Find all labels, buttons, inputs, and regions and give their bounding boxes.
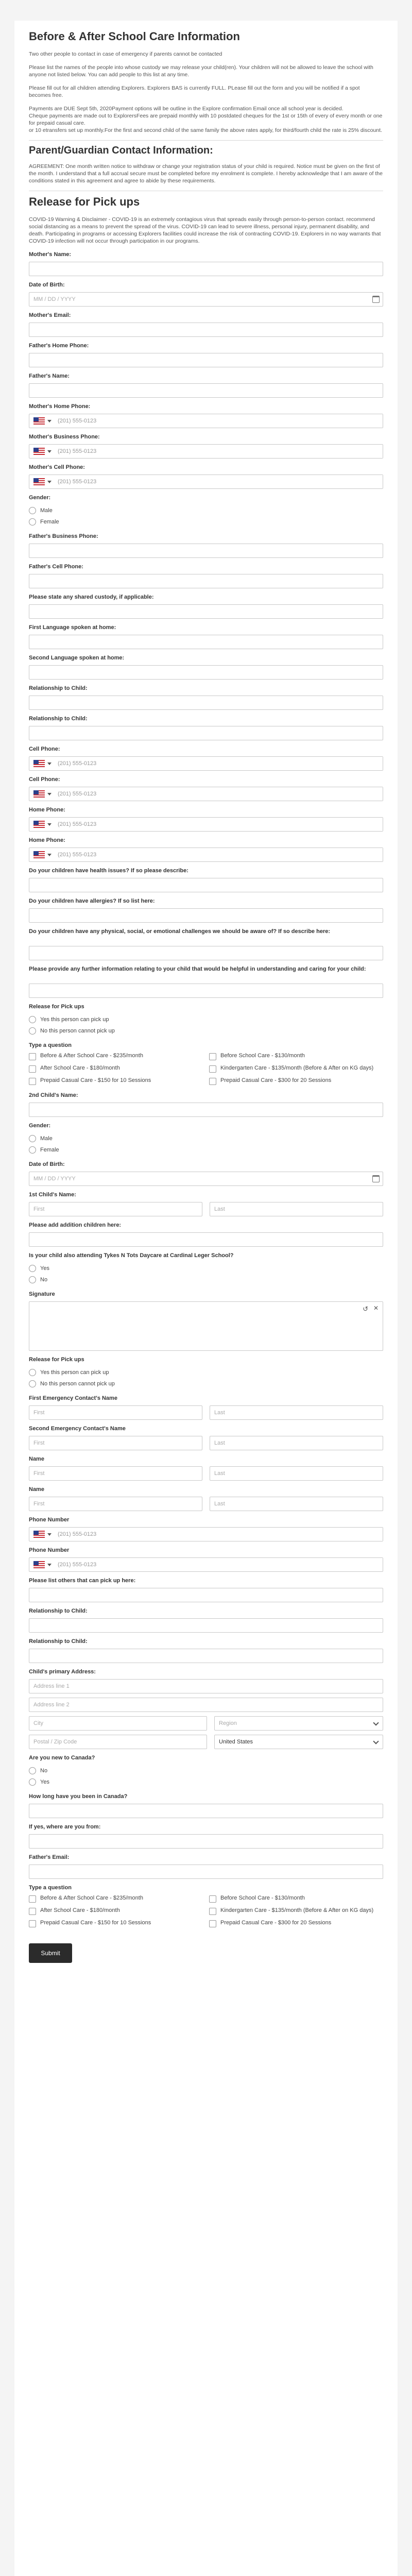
gender-field <box>29 494 383 528</box>
option-label: Yes this person can pick up <box>40 1016 109 1023</box>
option-label: No <box>40 1768 48 1774</box>
first-name-input[interactable] <box>29 1497 202 1511</box>
field-label: Cell Phone: <box>29 746 60 752</box>
mothers-cell-phone-input[interactable] <box>56 475 383 488</box>
first-language-field <box>29 624 383 649</box>
field-label: Relationship to Child: <box>29 716 88 722</box>
signature-field <box>29 1291 383 1351</box>
name-row <box>29 1202 383 1216</box>
field-label: Cell Phone: <box>29 776 60 783</box>
first-name-input[interactable] <box>29 1202 202 1216</box>
checkbox[interactable] <box>209 1078 216 1085</box>
form-title: Before & After School Care Information <box>29 30 240 43</box>
phone-number-field <box>29 1547 383 1572</box>
further-info-field <box>29 965 383 998</box>
first-name-input[interactable] <box>29 1405 202 1420</box>
field-label: Relationship to Child: <box>29 1638 88 1645</box>
option-label: After School Care - $180/month <box>40 1907 120 1913</box>
relationship-field <box>29 1638 383 1663</box>
release-pickups-field <box>29 1356 383 1389</box>
option-label: Male <box>40 507 53 514</box>
agreement-paragraph: AGREEMENT: One month written notice to withdraw or change your registration status of your child is required. Notice must be given on the first of the month. I understand that a full accrual secure must be completed before my enrolment is complete. I hereby acknowledge that I am aware of the conditions stated in this agreement and agree to abide by these requirements. <box>29 163 383 184</box>
mothers-home-phone-field <box>29 403 383 428</box>
radio-button[interactable] <box>29 1778 36 1786</box>
field-label: Release for Pick ups <box>29 1004 84 1010</box>
contact-heading: Parent/Guardian Contact Information: <box>29 145 213 156</box>
care-option[interactable] <box>209 1053 383 1062</box>
field-label: Father's Name: <box>29 373 70 379</box>
care-option[interactable] <box>29 1895 203 1904</box>
field-label: Name <box>29 1486 44 1493</box>
radio-button[interactable] <box>29 1135 36 1142</box>
radio-button[interactable] <box>29 507 36 514</box>
field-label: Type a question <box>29 1042 72 1048</box>
field-label: Father's Business Phone: <box>29 533 98 539</box>
field-label: Home Phone: <box>29 837 65 843</box>
name-field <box>29 1486 383 1511</box>
mothers-name-field <box>29 251 383 276</box>
phone-input-group <box>29 787 383 801</box>
field-label: Name <box>29 1456 44 1462</box>
signature-pad[interactable] <box>29 1301 383 1351</box>
chevron-down-icon[interactable] <box>47 1564 52 1566</box>
second-language-input[interactable] <box>29 665 383 680</box>
special-needs-field <box>29 928 383 960</box>
dob-field <box>29 281 383 307</box>
further-info-input[interactable] <box>29 984 383 998</box>
special-needs-input[interactable] <box>29 946 383 960</box>
us-flag-icon[interactable] <box>33 760 45 767</box>
city-input[interactable] <box>29 1716 207 1731</box>
how-long-field <box>29 1793 383 1818</box>
option-label: Kindergarten Care - $135/month (Before & After on KG days) <box>220 1907 374 1913</box>
care-type-field <box>29 1042 383 1087</box>
postal-country-row <box>29 1735 383 1749</box>
name-row <box>29 1497 383 1511</box>
second-emergency-field <box>29 1425 383 1450</box>
chevron-down-icon[interactable] <box>47 420 52 422</box>
field-label: Gender: <box>29 1123 51 1129</box>
radio-button[interactable] <box>29 1265 36 1272</box>
radio-button[interactable] <box>29 1369 36 1376</box>
home-phone-field <box>29 806 383 832</box>
us-flag-icon[interactable] <box>33 1531 45 1538</box>
radio-button[interactable] <box>29 1016 36 1023</box>
field-label: How long have you been in Canada? <box>29 1793 128 1800</box>
option-label: No <box>40 1277 48 1283</box>
pickup-option-no[interactable] <box>29 1025 383 1037</box>
allergies-field <box>29 897 383 923</box>
us-flag-icon[interactable] <box>33 851 45 858</box>
radio-button[interactable] <box>29 1767 36 1774</box>
last-name-input[interactable] <box>210 1466 383 1481</box>
name-row <box>29 1436 383 1450</box>
care-option[interactable] <box>29 1920 203 1929</box>
field-label: Type a question <box>29 1885 72 1891</box>
option-label: Yes <box>40 1779 49 1785</box>
field-label: Please list others that can pick up here: <box>29 1578 136 1584</box>
additional-children-field <box>29 1222 383 1247</box>
option-label: No this person cannot pick up <box>40 1381 115 1387</box>
us-flag-icon[interactable] <box>33 448 45 455</box>
care-option[interactable] <box>209 1065 383 1074</box>
checkbox[interactable] <box>29 1920 36 1927</box>
phone-input-group <box>29 817 383 832</box>
field-label: If yes, where are you from: <box>29 1824 101 1830</box>
checkbox[interactable] <box>29 1065 36 1073</box>
checkbox[interactable] <box>209 1895 216 1903</box>
option-label: Prepaid Casual Care - $300 for 20 Sessions <box>220 1077 332 1083</box>
field-label: Do your children have any physical, social, or emotional challenges we should be aware of? If so describe here: <box>29 928 331 935</box>
allergies-input[interactable] <box>29 908 383 923</box>
mothers-business-phone-field <box>29 433 383 459</box>
radio-button[interactable] <box>29 1276 36 1283</box>
shared-custody-input[interactable] <box>29 604 383 619</box>
relationship-input[interactable] <box>29 726 383 740</box>
phone-number-input[interactable] <box>56 1558 383 1571</box>
dob-field <box>29 1161 383 1186</box>
release-heading: Release for Pick ups <box>29 195 140 208</box>
us-flag-icon[interactable] <box>33 478 45 485</box>
mothers-email-field <box>29 312 383 337</box>
first-child-name-field <box>29 1191 383 1216</box>
cell-phone-field <box>29 776 383 801</box>
field-label: Date of Birth: <box>29 1161 65 1167</box>
field-label: Mother's Name: <box>29 251 72 258</box>
first-language-input[interactable] <box>29 635 383 649</box>
home-phone-field <box>29 837 383 862</box>
option-label: Before & After School Care - $235/month <box>40 1895 143 1901</box>
gender-option-female[interactable] <box>29 1144 383 1156</box>
option-label: Male <box>40 1136 53 1142</box>
calendar-icon[interactable] <box>372 1175 380 1182</box>
pickup-option-yes[interactable] <box>29 1014 383 1025</box>
second-language-field <box>29 654 383 680</box>
care-option[interactable] <box>29 1065 203 1074</box>
checkbox[interactable] <box>29 1053 36 1060</box>
shared-custody-field <box>29 594 383 619</box>
chevron-down-icon[interactable] <box>47 481 52 483</box>
covid-disclaimer: COVID-19 Warning & Disclaimer - COVID-19 is an extremely contagious virus that spreads easily through person-to-person contact. recommend social distancing as a means to prevent the spread of the virus. COVID-19 can lead to severe illness, personal injury, permanent disability, and death. Participating in programs or accessing Explorers facilities could increase the risk of contracting COVID-19. Explorers in no way warrants that COVID-19 infection will not occur through participation in our programs. <box>29 216 381 244</box>
checkbox[interactable] <box>29 1895 36 1903</box>
phone-input-group <box>29 756 383 771</box>
option-label: Yes <box>40 1265 49 1272</box>
checkbox[interactable] <box>209 1065 216 1073</box>
option-label: Prepaid Casual Care - $150 for 10 Sessions <box>40 1077 151 1083</box>
checkbox[interactable] <box>29 1078 36 1085</box>
chevron-down-icon[interactable] <box>47 450 52 453</box>
field-label: Please state any shared custody, if applicable: <box>29 594 154 600</box>
fathers-home-phone-input[interactable] <box>29 353 383 367</box>
health-issues-field <box>29 867 383 892</box>
fathers-business-phone-field <box>29 533 383 558</box>
phone-input-group <box>29 474 383 489</box>
care-option[interactable] <box>209 1907 383 1917</box>
field-label: 1st Child's Name: <box>29 1192 76 1198</box>
section-divider <box>29 140 383 141</box>
postal-code-input[interactable] <box>29 1735 207 1749</box>
field-label: Mother's Email: <box>29 312 71 318</box>
field-label: Please add addition children here: <box>29 1222 122 1228</box>
first-emergency-field <box>29 1395 383 1420</box>
chevron-down-icon[interactable] <box>47 823 52 826</box>
gender-option-male[interactable] <box>29 505 383 516</box>
where-from-input[interactable] <box>29 1834 383 1849</box>
care-type-field <box>29 1884 383 1929</box>
radio-button[interactable] <box>29 1146 36 1154</box>
new-to-canada-option-yes[interactable] <box>29 1776 383 1788</box>
care-type-options <box>29 1053 383 1087</box>
mothers-email-input[interactable] <box>29 323 383 337</box>
intro-paragraph: Please fill out for all children attending Explorers. Explorers BAS is currently FULL. PLease fill out the form and you will be notified if a spot becomes free. <box>29 85 360 98</box>
fathers-email-field <box>29 1854 383 1879</box>
field-label: Phone Number <box>29 1517 70 1523</box>
region-select[interactable] <box>214 1716 383 1731</box>
pickup-option-yes[interactable] <box>29 1367 383 1378</box>
relationship-field <box>29 715 383 740</box>
gender-option-male[interactable] <box>29 1133 383 1144</box>
care-option[interactable] <box>209 1920 383 1929</box>
checkbox[interactable] <box>209 1920 216 1927</box>
others-pickup-field <box>29 1577 383 1602</box>
fathers-cell-phone-input[interactable] <box>29 574 383 588</box>
undo-icon[interactable]: ↺ <box>363 1305 368 1313</box>
phone-input-group <box>29 444 383 459</box>
tykes-option-yes[interactable] <box>29 1263 383 1274</box>
date-picker <box>29 1172 383 1186</box>
country-input[interactable] <box>214 1735 383 1749</box>
mothers-cell-phone-field <box>29 464 383 489</box>
dob-input[interactable] <box>29 1172 383 1186</box>
date-picker <box>29 292 383 307</box>
field-label: Do your children have health issues? If so please describe: <box>29 868 188 874</box>
checkbox[interactable] <box>209 1053 216 1060</box>
care-option[interactable] <box>209 1895 383 1904</box>
relationship-input[interactable] <box>29 1618 383 1633</box>
us-flag-icon[interactable] <box>33 417 45 425</box>
tykes-field <box>29 1252 383 1285</box>
home-phone-input[interactable] <box>56 818 383 831</box>
option-label: Yes this person can pick up <box>40 1369 109 1376</box>
city-region-row <box>29 1716 383 1731</box>
gender-field <box>29 1122 383 1156</box>
field-label: Is your child also attending Tykes N Tots Daycare at Cardinal Leger School? <box>29 1252 234 1259</box>
radio-button[interactable] <box>29 1027 36 1035</box>
phone-input-group <box>29 1557 383 1572</box>
fathers-name-field <box>29 372 383 398</box>
radio-button[interactable] <box>29 1380 36 1387</box>
close-icon[interactable]: ✕ <box>373 1304 379 1312</box>
field-label: Father's Home Phone: <box>29 343 89 349</box>
field-label: Please provide any further information relating to your child that would be helpful in understanding and caring for your child: <box>29 966 366 972</box>
option-label: Kindergarten Care - $135/month (Before & After on KG days) <box>220 1065 374 1071</box>
relationship-field <box>29 685 383 710</box>
field-label: Mother's Business Phone: <box>29 434 100 440</box>
primary-address-field <box>29 1668 383 1749</box>
field-label: Mother's Home Phone: <box>29 403 91 410</box>
care-option[interactable] <box>29 1053 203 1062</box>
last-name-input[interactable] <box>210 1405 383 1420</box>
intro-paragraph: Two other people to contact in case of emergency if parents cannot be contacted <box>29 51 222 57</box>
checkbox[interactable] <box>209 1908 216 1915</box>
last-name-input[interactable] <box>210 1202 383 1216</box>
phone-input-group <box>29 414 383 428</box>
name-field <box>29 1455 383 1481</box>
option-label: Female <box>40 519 59 525</box>
option-label: After School Care - $180/month <box>40 1065 120 1071</box>
submit-button[interactable]: Submit <box>29 1943 72 1963</box>
payment-paragraph: Payments are DUE Sept 5th, 2020Payment options will be outline in the Explore confirmation Email once all school year is decided. Cheque payments are made out to ExplorersFees are prepaid monthly with 10 postdated cheques for the 1st or 15th of every of every month or one for prepaid casual care. or 10 etransfers set up monthly.For the first and second child of the same family the above rates apply, for third/fourth child the rate is 25% discount. <box>29 106 383 133</box>
field-label: 2nd Child's Name: <box>29 1092 78 1098</box>
new-to-canada-field <box>29 1754 383 1788</box>
name-row <box>29 1466 383 1481</box>
us-flag-icon[interactable] <box>33 790 45 798</box>
care-type-options <box>29 1895 383 1929</box>
option-label: Before School Care - $130/month <box>220 1895 305 1901</box>
last-name-input[interactable] <box>210 1436 383 1450</box>
field-label: Home Phone: <box>29 807 65 813</box>
name-row <box>29 1405 383 1420</box>
phone-number-input[interactable] <box>56 1528 383 1541</box>
option-label: No this person cannot pick up <box>40 1028 115 1034</box>
tykes-option-no[interactable] <box>29 1274 383 1285</box>
fathers-home-phone-field <box>29 342 383 367</box>
last-name-input[interactable] <box>210 1497 383 1511</box>
country-select[interactable] <box>214 1735 383 1749</box>
region-input[interactable] <box>214 1716 383 1731</box>
mothers-business-phone-input[interactable] <box>56 445 383 458</box>
field-label: First Language spoken at home: <box>29 624 116 631</box>
field-label: Phone Number <box>29 1547 70 1553</box>
field-label: Signature <box>29 1291 55 1297</box>
how-long-input[interactable] <box>29 1804 383 1818</box>
pickup-option-no[interactable] <box>29 1378 383 1389</box>
field-label: Are you new to Canada? <box>29 1755 95 1761</box>
relationship-field <box>29 1607 383 1633</box>
care-option[interactable] <box>209 1077 383 1087</box>
field-label: Child's primary Address: <box>29 1669 96 1675</box>
us-flag-icon[interactable] <box>33 821 45 828</box>
address-line-2-input[interactable] <box>29 1698 383 1712</box>
option-label: Before School Care - $130/month <box>220 1053 305 1059</box>
relationship-input[interactable] <box>29 696 383 710</box>
address-line-1-input[interactable] <box>29 1679 383 1693</box>
chevron-down-icon[interactable] <box>47 1533 52 1536</box>
field-label: Relationship to Child: <box>29 1608 88 1614</box>
field-label: Second Emergency Contact's Name <box>29 1426 126 1432</box>
field-label: First Emergency Contact's Name <box>29 1395 117 1401</box>
field-label: Relationship to Child: <box>29 685 88 691</box>
field-label: Father's Cell Phone: <box>29 564 83 570</box>
field-label: Second Language spoken at home: <box>29 655 125 661</box>
fathers-name-input[interactable] <box>29 383 383 398</box>
fathers-email-input[interactable] <box>29 1865 383 1879</box>
phone-number-field <box>29 1516 383 1541</box>
checkbox[interactable] <box>29 1908 36 1915</box>
intro-paragraph: Please list the names of the people into whose custody we may release your child(ren). Your children will not be allowed to leave the school with anyone not listed below. You can add people to this list at any time. <box>29 64 373 78</box>
relationship-input[interactable] <box>29 1649 383 1663</box>
field-label: Gender: <box>29 495 51 501</box>
fathers-business-phone-input[interactable] <box>29 544 383 558</box>
home-phone-input[interactable] <box>56 848 383 861</box>
cell-phone-input[interactable] <box>56 787 383 801</box>
field-label: Date of Birth: <box>29 282 65 288</box>
gender-option-female[interactable] <box>29 516 383 528</box>
form-card <box>14 21 398 2576</box>
chevron-down-icon[interactable] <box>47 762 52 765</box>
field-label: Do your children have allergies? If so list here: <box>29 898 155 904</box>
second-child-name-input[interactable] <box>29 1103 383 1117</box>
mothers-name-input[interactable] <box>29 262 383 276</box>
mothers-home-phone-input[interactable] <box>56 414 383 428</box>
second-child-name-field <box>29 1092 383 1117</box>
where-from-field <box>29 1823 383 1849</box>
chevron-down-icon[interactable] <box>47 793 52 795</box>
first-name-input[interactable] <box>29 1466 202 1481</box>
others-pickup-input[interactable] <box>29 1588 383 1602</box>
phone-input-group <box>29 1527 383 1541</box>
us-flag-icon[interactable] <box>33 1561 45 1568</box>
new-to-canada-option-no[interactable] <box>29 1765 383 1776</box>
option-label: Prepaid Casual Care - $300 for 20 Sessions <box>220 1920 332 1926</box>
care-option[interactable] <box>29 1077 203 1087</box>
field-label: Release for Pick ups <box>29 1357 84 1363</box>
fathers-cell-phone-field <box>29 563 383 588</box>
health-issues-input[interactable] <box>29 878 383 892</box>
care-option[interactable] <box>29 1907 203 1917</box>
option-label: Before & After School Care - $235/month <box>40 1053 143 1059</box>
calendar-icon[interactable] <box>372 296 380 303</box>
radio-button[interactable] <box>29 518 36 526</box>
cell-phone-field <box>29 745 383 771</box>
release-pickups-field <box>29 1003 383 1037</box>
additional-children-input[interactable] <box>29 1232 383 1247</box>
option-label: Prepaid Casual Care - $150 for 10 Sessions <box>40 1920 151 1926</box>
field-label: Mother's Cell Phone: <box>29 464 85 470</box>
chevron-down-icon[interactable] <box>47 854 52 856</box>
dob-input[interactable] <box>29 292 383 307</box>
first-name-input[interactable] <box>29 1436 202 1450</box>
field-label: Father's Email: <box>29 1854 70 1860</box>
cell-phone-input[interactable] <box>56 757 383 770</box>
phone-input-group <box>29 848 383 862</box>
option-label: Female <box>40 1147 59 1153</box>
